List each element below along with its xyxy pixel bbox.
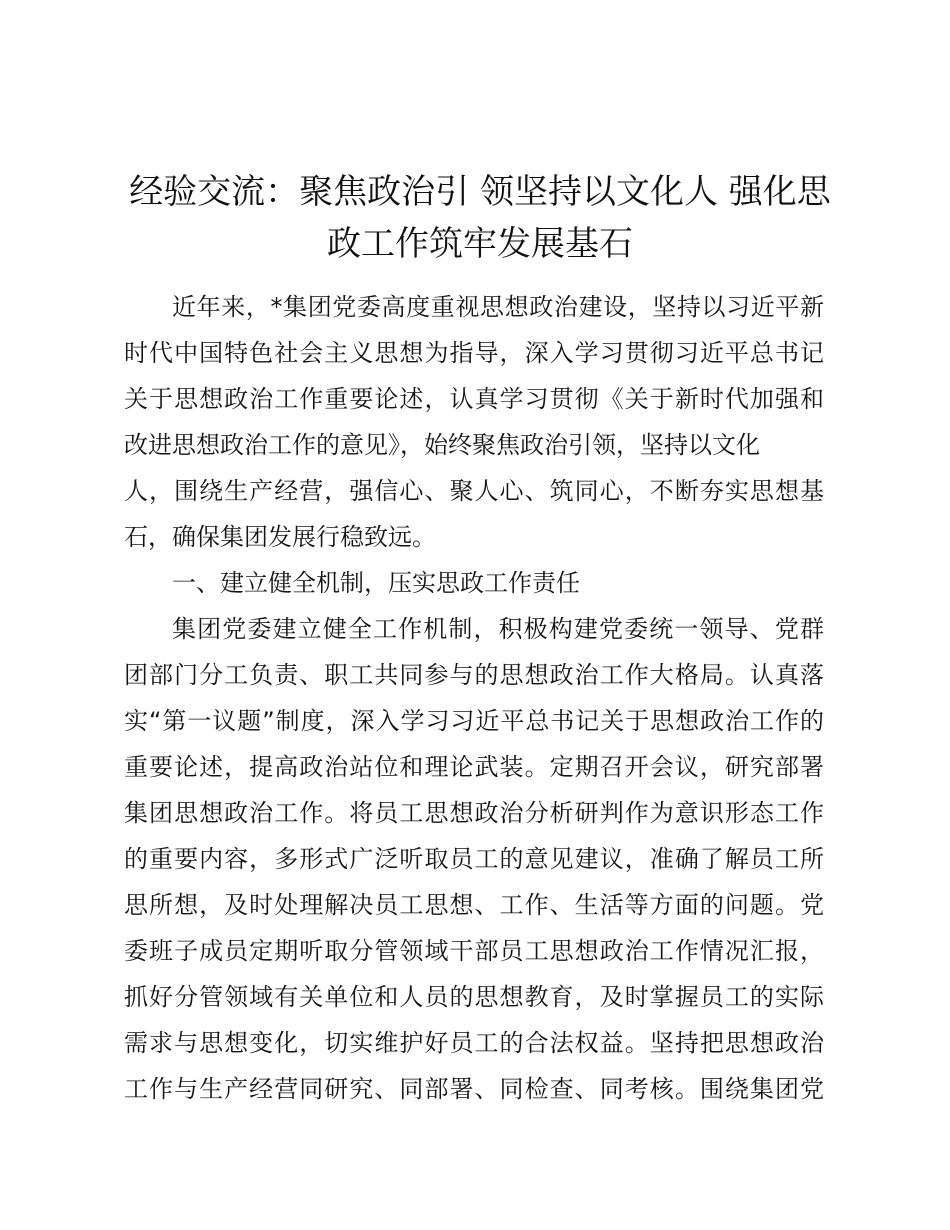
paragraph-line: 重要论述，提高政治站位和理论武装。定期召开会议，研究部署 <box>124 753 824 781</box>
paragraph-line: 改进思想政治工作的意见》，始终聚焦政治引领，坚持以文化 <box>124 431 760 459</box>
paragraph-line: 工作与生产经营同研究、同部署、同检查、同考核。围绕集团党 <box>124 1075 824 1103</box>
paragraph-line: 时代中国特色社会主义思想为指导，深入学习贯彻习近平总书记 <box>124 339 824 367</box>
paragraph-line: 集团思想政治工作。将员工思想政治分析研判作为意识形态工作 <box>124 799 824 827</box>
paragraph-line: 近年来，*集团党委高度重视思想政治建设，坚持以习近平新 <box>172 293 824 321</box>
paragraph-line: 石，确保集团发展行稳致远。 <box>124 523 436 551</box>
title-line-2: 政工作筑牢发展基石 <box>327 224 633 264</box>
paragraph-line: 人，围绕生产经营，强信心、聚人心、筑同心，不断夯实思想基 <box>124 477 824 505</box>
title-line-1: 经验交流：聚焦政治引 领坚持以文化人 强化思 <box>129 172 831 212</box>
paragraph-line: 集团党委建立健全工作机制，积极构建党委统一领导、党群 <box>172 615 824 643</box>
paragraph-line: 思所想，及时处理解决员工思想、工作、生活等方面的问题。党 <box>124 891 824 919</box>
document-title <box>110 166 850 270</box>
paragraph-line: 委班子成员定期听取分管领域干部员工思想政治工作情况汇报， <box>124 937 824 965</box>
document-body <box>124 284 824 1112</box>
paragraph-line: 需求与思想变化，切实维护好员工的合法权益。坚持把思想政治 <box>124 1029 824 1057</box>
paragraph-line: 的重要内容，多形式广泛听取员工的意见建议，准确了解员工所 <box>124 845 824 873</box>
paragraph-line: 团部门分工负责、职工共同参与的思想政治工作大格局。认真落 <box>124 661 824 689</box>
paragraph-line: 实“第一议题”制度，深入学习习近平总书记关于思想政治工作的 <box>124 707 824 735</box>
paragraph-line: 抓好分管领域有关单位和人员的思想教育，及时掌握员工的实际 <box>124 983 824 1011</box>
paragraph-line: 关于思想政治工作重要论述，认真学习贯彻《关于新时代加强和 <box>124 385 824 413</box>
section-heading: 一、建立健全机制，压实思政工作责任 <box>172 569 580 597</box>
